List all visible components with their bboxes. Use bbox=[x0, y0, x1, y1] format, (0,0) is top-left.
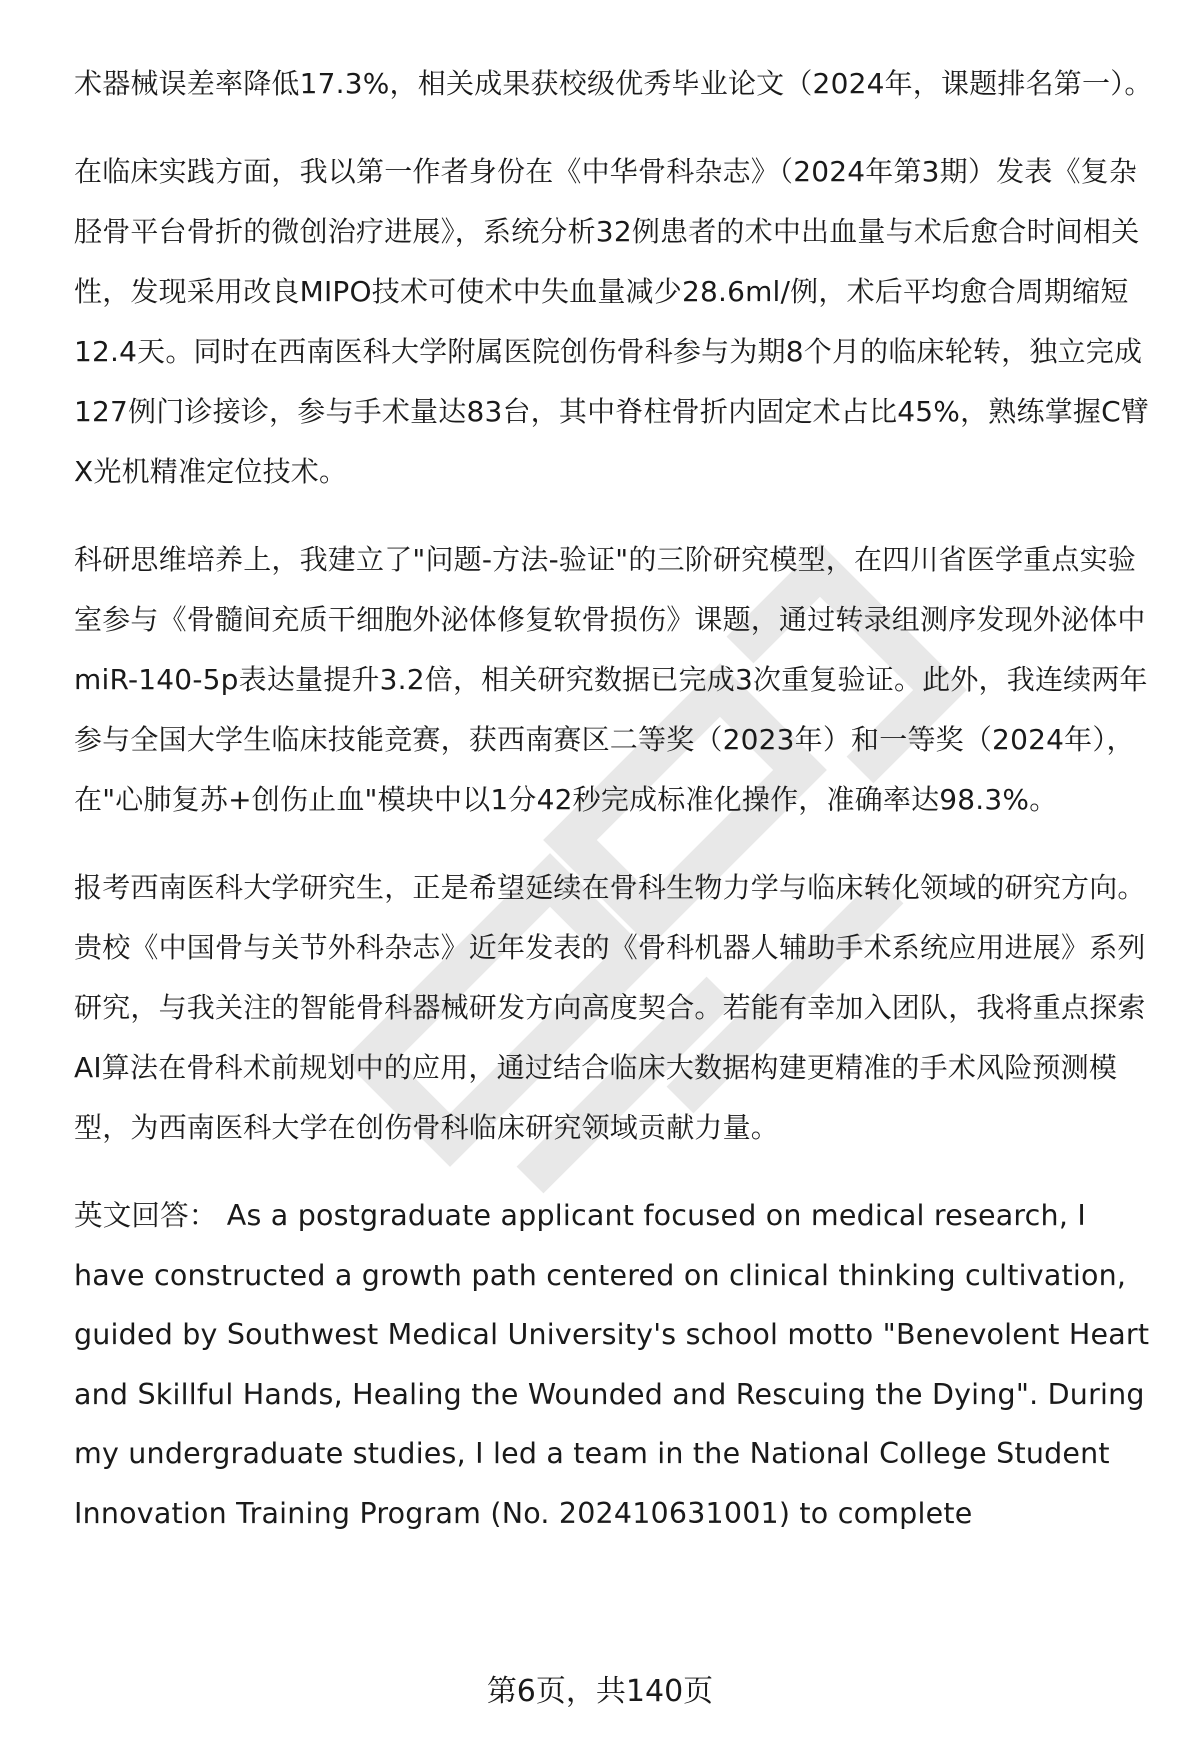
document-body bbox=[74, 54, 1164, 1571]
paragraph-thesis-result: 术器械误差率降低17.3%，相关成果获校级优秀毕业论文（2024年，课题排名第一）。 bbox=[74, 67, 1153, 100]
paragraph-research-thinking: 科研思维培养上，我建立了"问题-方法-验证"的三阶研究模型，在四川省医学重点实验室参与《骨髓间充质干细胞外泌体修复软骨损伤》课题，通过转录组测序发现外泌体中miR-140-5p表达量提升3.2倍，相关研究数据已完成3次重复验证。此外，我连续两年参与全国大学生临床技能竞赛，获西南赛区二等奖（2023年）和一等奖（2024年），在"心肺复苏+创伤止血"模块中以1分42秒完成标准化操作，准确率达98.3%。 bbox=[74, 543, 1148, 816]
paragraph-english-answer: 英文回答： As a postgraduate applicant focused on medical research, I have constructed a growth path centered on clinical thinking cultivation, guided by Southwest Medical University's school motto "Benevolent Heart and Skillful Hands, Healing the Wounded and Rescuing the Dying". During my undergraduate studies, I led a team in the National College Student Innovation Training Program (No. 202410631001) to complete bbox=[74, 1199, 1150, 1530]
page-number-footer: 第6页，共140页 bbox=[486, 1674, 714, 1709]
paragraph-clinical-practice: 在临床实践方面，我以第一作者身份在《中华骨科杂志》（2024年第3期）发表《复杂胫骨平台骨折的微创治疗进展》，系统分析32例患者的术中出血量与术后愈合时间相关性，发现采用改良MIPO技术可使术中失血量减少28.6ml/例，术后平均愈合周期缩短12.4天。同时在西南医科大学附属医院创伤骨科参与为期8个月的临床轮转，独立完成127例门诊接诊，参与手术量达83台，其中脊柱骨折内固定术占比45%，熟练掌握C臂X光机精准定位技术。 bbox=[74, 155, 1150, 488]
paragraph-application-motivation: 报考西南医科大学研究生，正是希望延续在骨科生物力学与临床转化领域的研究方向。贵校《中国骨与关节外科杂志》近年发表的《骨科机器人辅助手术系统应用进展》系列研究，与我关注的智能骨科器械研发方向高度契合。若能有幸加入团队，我将重点探索AI算法在骨科术前规划中的应用，通过结合临床大数据构建更精准的手术风险预测模型，为西南医科大学在创伤骨科临床研究领域贡献力量。 bbox=[74, 871, 1146, 1144]
